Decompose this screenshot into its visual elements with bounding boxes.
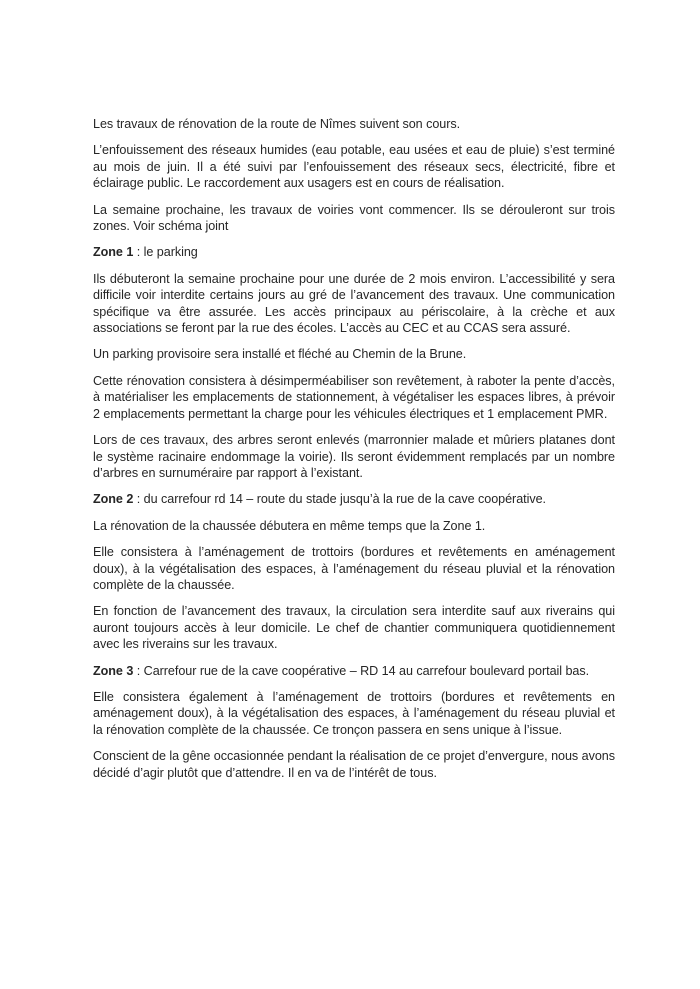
zone-1-heading xyxy=(93,244,615,260)
paragraph-voiries: La semaine prochaine, les travaux de voiries vont commencer. Ils se dérouleront sur trois zones. Voir schéma joint xyxy=(93,202,615,234)
document-body xyxy=(93,116,615,791)
zone-3-heading xyxy=(93,663,615,679)
paragraph-renovation-parking: Cette rénovation consistera à désimperméabiliser son revêtement, à raboter la pente d’accès, à matérialiser les emplacements de stationnement, à végétaliser les espaces libres, à prévoir 2 emplacements permettant la charge pour les véhicules électriques et 1 emplacement PMR. xyxy=(93,373,615,421)
zone-2-label: Zone 2 xyxy=(93,492,134,507)
zone-1-description: : le parking xyxy=(133,245,198,260)
paragraph-zone-2-works: Elle consistera à l’aménagement de trottoirs (bordures et revêtements en aménagement doux), à la végétalisation des espaces, à l’aménagement du réseau pluvial et la rénovation complète de la chaussée. xyxy=(93,545,615,592)
paragraph-zone-2-start: La rénovation de la chaussée débutera en même temps que la Zone 1. xyxy=(93,518,486,533)
paragraph-circulation: En fonction de l’avancement des travaux, la circulation sera interdite sauf aux riverains qui auront toujours accès à leur domicile. Le chef de chantier communiquera quotidiennement avec les riverains sur les travaux. xyxy=(93,604,615,652)
paragraph-intro: Les travaux de rénovation de la route de Nîmes suivent son cours. xyxy=(93,117,461,131)
paragraph-parking-provisoire: Un parking provisoire sera installé et fléché au Chemin de la Brune. xyxy=(93,347,467,362)
zone-2-heading xyxy=(93,491,615,507)
paragraph-conclusion: Conscient de la gêne occasionnée pendant la réalisation de ce projet d’envergure, nous avons décidé d’agir plutôt que d’attendre. Il en va de l’intérêt de tous. xyxy=(93,749,615,780)
zone-3-label: Zone 3 xyxy=(93,663,134,678)
paragraph-reseaux: L’enfouissement des réseaux humides (eau potable, eau usées et eau de pluie) s’est terminé au mois de juin. Il a été suivi par l’enfouissement des réseaux secs, électricité, fibre et éclairage public. Le raccordement aux usagers est en cours de réalisation. xyxy=(93,143,615,191)
zone-3-description: : Carrefour rue de la cave coopérative – RD 14 au carrefour boulevard portail bas. xyxy=(133,663,590,678)
paragraph-arbres: Lors de ces travaux, des arbres seront enlevés (marronnier malade et mûriers platanes dont le système racinaire endommage la voirie). Ils seront évidemment remplacés par un nombre d’arbres en surnuméraire par rapport à l’existant. xyxy=(93,433,615,480)
zone-1-label: Zone 1 xyxy=(93,245,134,260)
zone-2-description: : du carrefour rd 14 – route du stade jusqu’à la rue de la cave coopérative. xyxy=(133,492,546,507)
paragraph-zone-3-works: Elle consistera également à l’aménagement de trottoirs (bordures et revêtements en aménagement doux), à la végétalisation des espaces, à l’aménagement du réseau pluvial et la rénovation complète de la chaussée. Ce tronçon passera en sens unique à l’issue. xyxy=(93,689,615,737)
paragraph-zone-1-duration: Ils débuteront la semaine prochaine pour une durée de 2 mois environ. L’accessibilité y sera difficile voir interdite certains jours au gré de l’avancement des travaux. Une communication spécifique va être assurée. Les accès principaux au périscolaire, à la crèche et aux associations se feront par la rue des écoles. L’accès au CEC et au CCAS sera assuré. xyxy=(93,271,615,336)
